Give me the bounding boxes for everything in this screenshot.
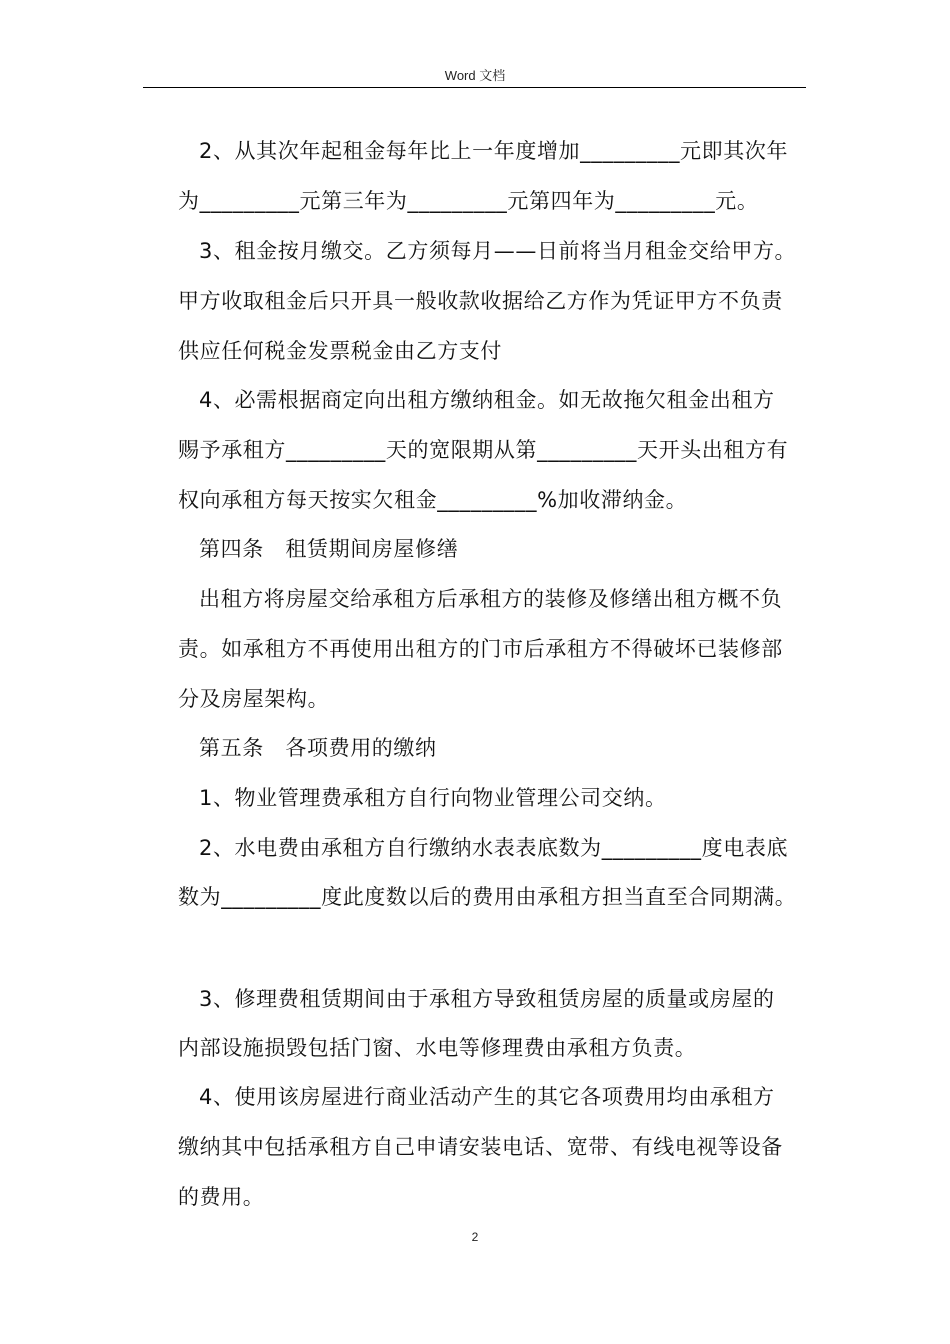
paragraph-line: 赐予承租方_________天的宽限期从第_________天开头出租方有 [178, 438, 789, 462]
paragraph-line: 分及房屋架构。 [178, 687, 330, 711]
header-divider [143, 87, 806, 88]
paragraph-line: 缴纳其中包括承租方自己申请安装电话、宽带、有线电视等设备 [178, 1135, 783, 1159]
paragraph-line: 4、使用该房屋进行商业活动产生的其它各项费用均由承租方 [199, 1085, 775, 1109]
paragraph-line: 1、物业管理费承租方自行向物业管理公司交纳。 [199, 786, 667, 810]
paragraph-line: 2、水电费由承租方自行缴纳水表表底数为_________度电表底 [199, 836, 789, 860]
paragraph-line: 3、修理费租赁期间由于承租方导致租赁房屋的质量或房屋的 [199, 987, 775, 1011]
paragraph-line: 责。如承租方不再使用出租方的门市后承租方不得破坏已装修部 [178, 637, 783, 661]
paragraph-line: 甲方收取租金后只开具一般收款收据给乙方作为凭证甲方不负责 [178, 289, 783, 313]
section-heading: 第五条 各项费用的缴纳 [199, 736, 437, 760]
paragraph-line: 数为_________度此度数以后的费用由承租方担当直至合同期满。 [178, 885, 797, 909]
paragraph-line: 4、必需根据商定向出租方缴纳租金。如无故拖欠租金出租方 [199, 388, 775, 412]
paragraph-line: 2、从其次年起租金每年比上一年度增加_________元即其次年 [199, 139, 789, 163]
section-heading: 第四条 租赁期间房屋修缮 [199, 537, 459, 561]
paragraph-line: 权向承租方每天按实欠租金_________%加收滞纳金。 [178, 488, 688, 512]
page-number: 2 [471, 1230, 479, 1244]
paragraph-line: 出租方将房屋交给承租方后承租方的装修及修缮出租方概不负 [199, 587, 783, 611]
paragraph-line: 内部设施损毁包括门窗、水电等修理费由承租方负责。 [178, 1036, 697, 1060]
paragraph-line: 为_________元第三年为_________元第四年为_________元。 [178, 189, 759, 213]
page-header: Word 文档 [444, 68, 506, 83]
paragraph-line: 的费用。 [178, 1185, 265, 1209]
paragraph-line: 3、租金按月缴交。乙方须每月——日前将当月租金交给甲方。 [199, 239, 797, 263]
paragraph-line: 供应任何税金发票税金由乙方支付 [178, 339, 502, 363]
